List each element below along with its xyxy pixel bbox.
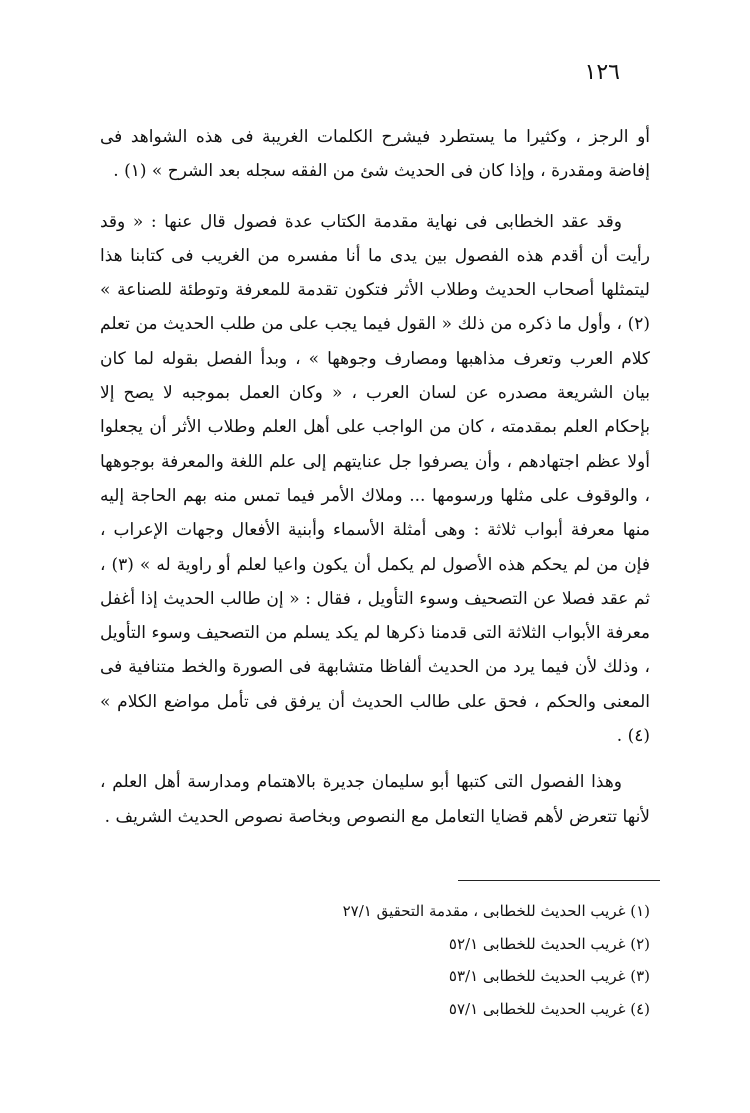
- footnote-1: (١) غريب الحديث للخطابى ، مقدمة التحقيق ٢٧/١: [342, 902, 650, 920]
- footnote-3: (٣) غريب الحديث للخطابى ٥٣/١: [448, 967, 650, 985]
- paragraph-3: وهذا الفصول التى كتبها أبو سليمان جديرة بالاهتمام ومدارسة أهل العلم ، لأنها تتعرض لأهم قضايا التعامل مع النصوص وبخاصة نصوص الحديث الشريف .: [100, 772, 650, 827]
- body-text: [100, 120, 650, 834]
- page-number: ١٢٦: [584, 60, 620, 85]
- footnote-4: (٤) غريب الحديث للخطابى ٥٧/١: [448, 999, 650, 1018]
- footnote-2: (٢) غريب الحديث للخطابى ٥٢/١: [448, 934, 650, 953]
- footnote-separator: [458, 880, 660, 881]
- paragraph-2: وقد عقد الخطابى فى نهاية مقدمة الكتاب عدة فصول قال عنها : « وقد رأيت أن أقدم هذه الفصول بين يدى ما أنا مفسره من الغريب فى كتابنا هذا ليتمثلها أصحاب الحديث وطلاب الأثر فتكون تقدمة للمعرفة وتوطئة للصناعة » (٢) ، وأول ما ذكره من ذلك « القول فيما يجب على من طلب الحديث من تعلم كلام العرب وتعرف مذاهبها ومصارف وجوهها » ، وبدأ الفصل بقوله لما كان بيان الشريعة مصدره عن لسان العرب ، « وكان العمل بموجبه لا يصح إلا بإحكام العلم بمقدمته ، كان من الواجب على أهل العلم وطلاب الأثر أن يجعلوا أولا عظم اجتهادهم ، وأن يصرفوا جل عنايتهم إلى علم اللغة والمعرفة بوجوهها ، والوقوف على مثلها ورسومها ... وملاك الأمر فيما تمس منه بهم الحاجة إليه منها معرفة أبواب ثلاثة : وهى أمثلة الأسماء وأبنية الأفعال وجهات الإعراب ، فإن من لم يحكم هذه الأصول لم يكمل أن يكون واعيا لعلم أو راوية له » (٣) ، ثم عقد فصلا عن التصحيف وسوء التأويل ، فقال : « إن طالب الحديث إذا أغفل معرفة الأبواب الثلاثة التى قدمنا ذكرها لم يكد يسلم من التصحيف وسوء التأويل ، وذلك لأن فيما يرد من الحديث ألفاظا متشابهة فى الصورة والخط متنافية فى المعنى والحكم ، فحق على طالب الحديث أن يرفق فى تأمل مواضع الكلام » (٤) .: [100, 211, 650, 747]
- paragraph-1: أو الرجز ، وكثيرا ما يستطرد فيشرح الكلمات الغريبة فى هذه الشواهد فى إفاضة ومقدرة ، وإذا كان فى الحديث شئ من الفقه سجله بعد الشرح » (١) .: [100, 127, 650, 182]
- footnotes: [240, 895, 650, 1025]
